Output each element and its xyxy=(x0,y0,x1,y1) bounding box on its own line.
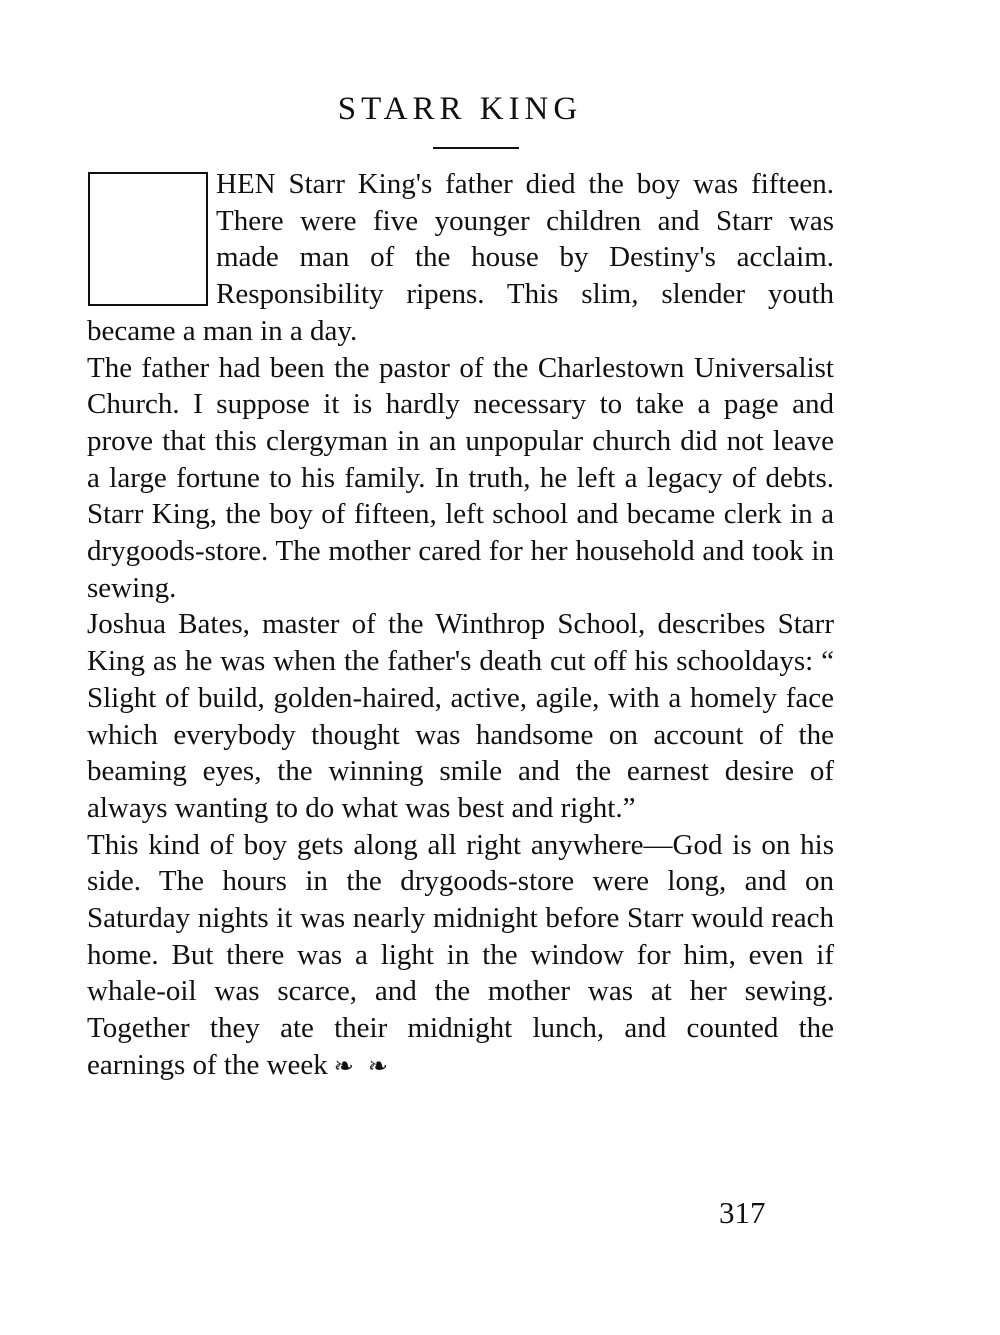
page-number: 317 xyxy=(719,1195,766,1230)
paragraph-1-text: Starr King's father died the boy was fifteen. There were five younger children and Starr was made man of the house by Destiny's acclaim. Responsibility ripens. This slim, slender youth became a man in a day. xyxy=(87,168,834,347)
title-divider xyxy=(433,147,519,149)
ornamental-initial-w-icon xyxy=(88,172,208,306)
page-title: STARR KING xyxy=(337,91,583,127)
body-text xyxy=(87,166,834,1086)
fleuron-icon: ❧ ❧ xyxy=(333,1053,392,1080)
paragraph-4-text: This kind of boy gets along all right anywhere—God is on his side. The hours in the drygoods-store were long, and on Saturday nights it was nearly midnight before Starr would reach home. But there was a light in the window for him, even if whale-oil was scarce, and the mother was at her sewing. Together they ate their midnight lunch, and counted the earnings of the week xyxy=(87,828,834,1081)
drop-cap-continuation: HEN xyxy=(216,168,276,200)
paragraph-1 xyxy=(87,166,834,350)
paragraph-4 xyxy=(87,827,834,1086)
paragraph-3: Joshua Bates, master of the Winthrop School, describes Starr King as he was when the father's death cut off his schooldays: “ Slight of build, golden-haired, active, agile, with a homely face which everybody thought was handsome on account of the beaming eyes, the winning smile and the earnest desire of always wanting to do what was best and right.” xyxy=(87,608,834,824)
paragraph-2: The father had been the pastor of the Charlestown Universalist Church. I suppose it is hardly necessary to take a page and prove that this clergyman in an unpopular church did not leave a large fortune to his family. In truth, he left a legacy of debts. Starr King, the boy of fifteen, left school and became clerk in a drygoods-store. The mother cared for her household and took in sewing. xyxy=(87,351,834,604)
